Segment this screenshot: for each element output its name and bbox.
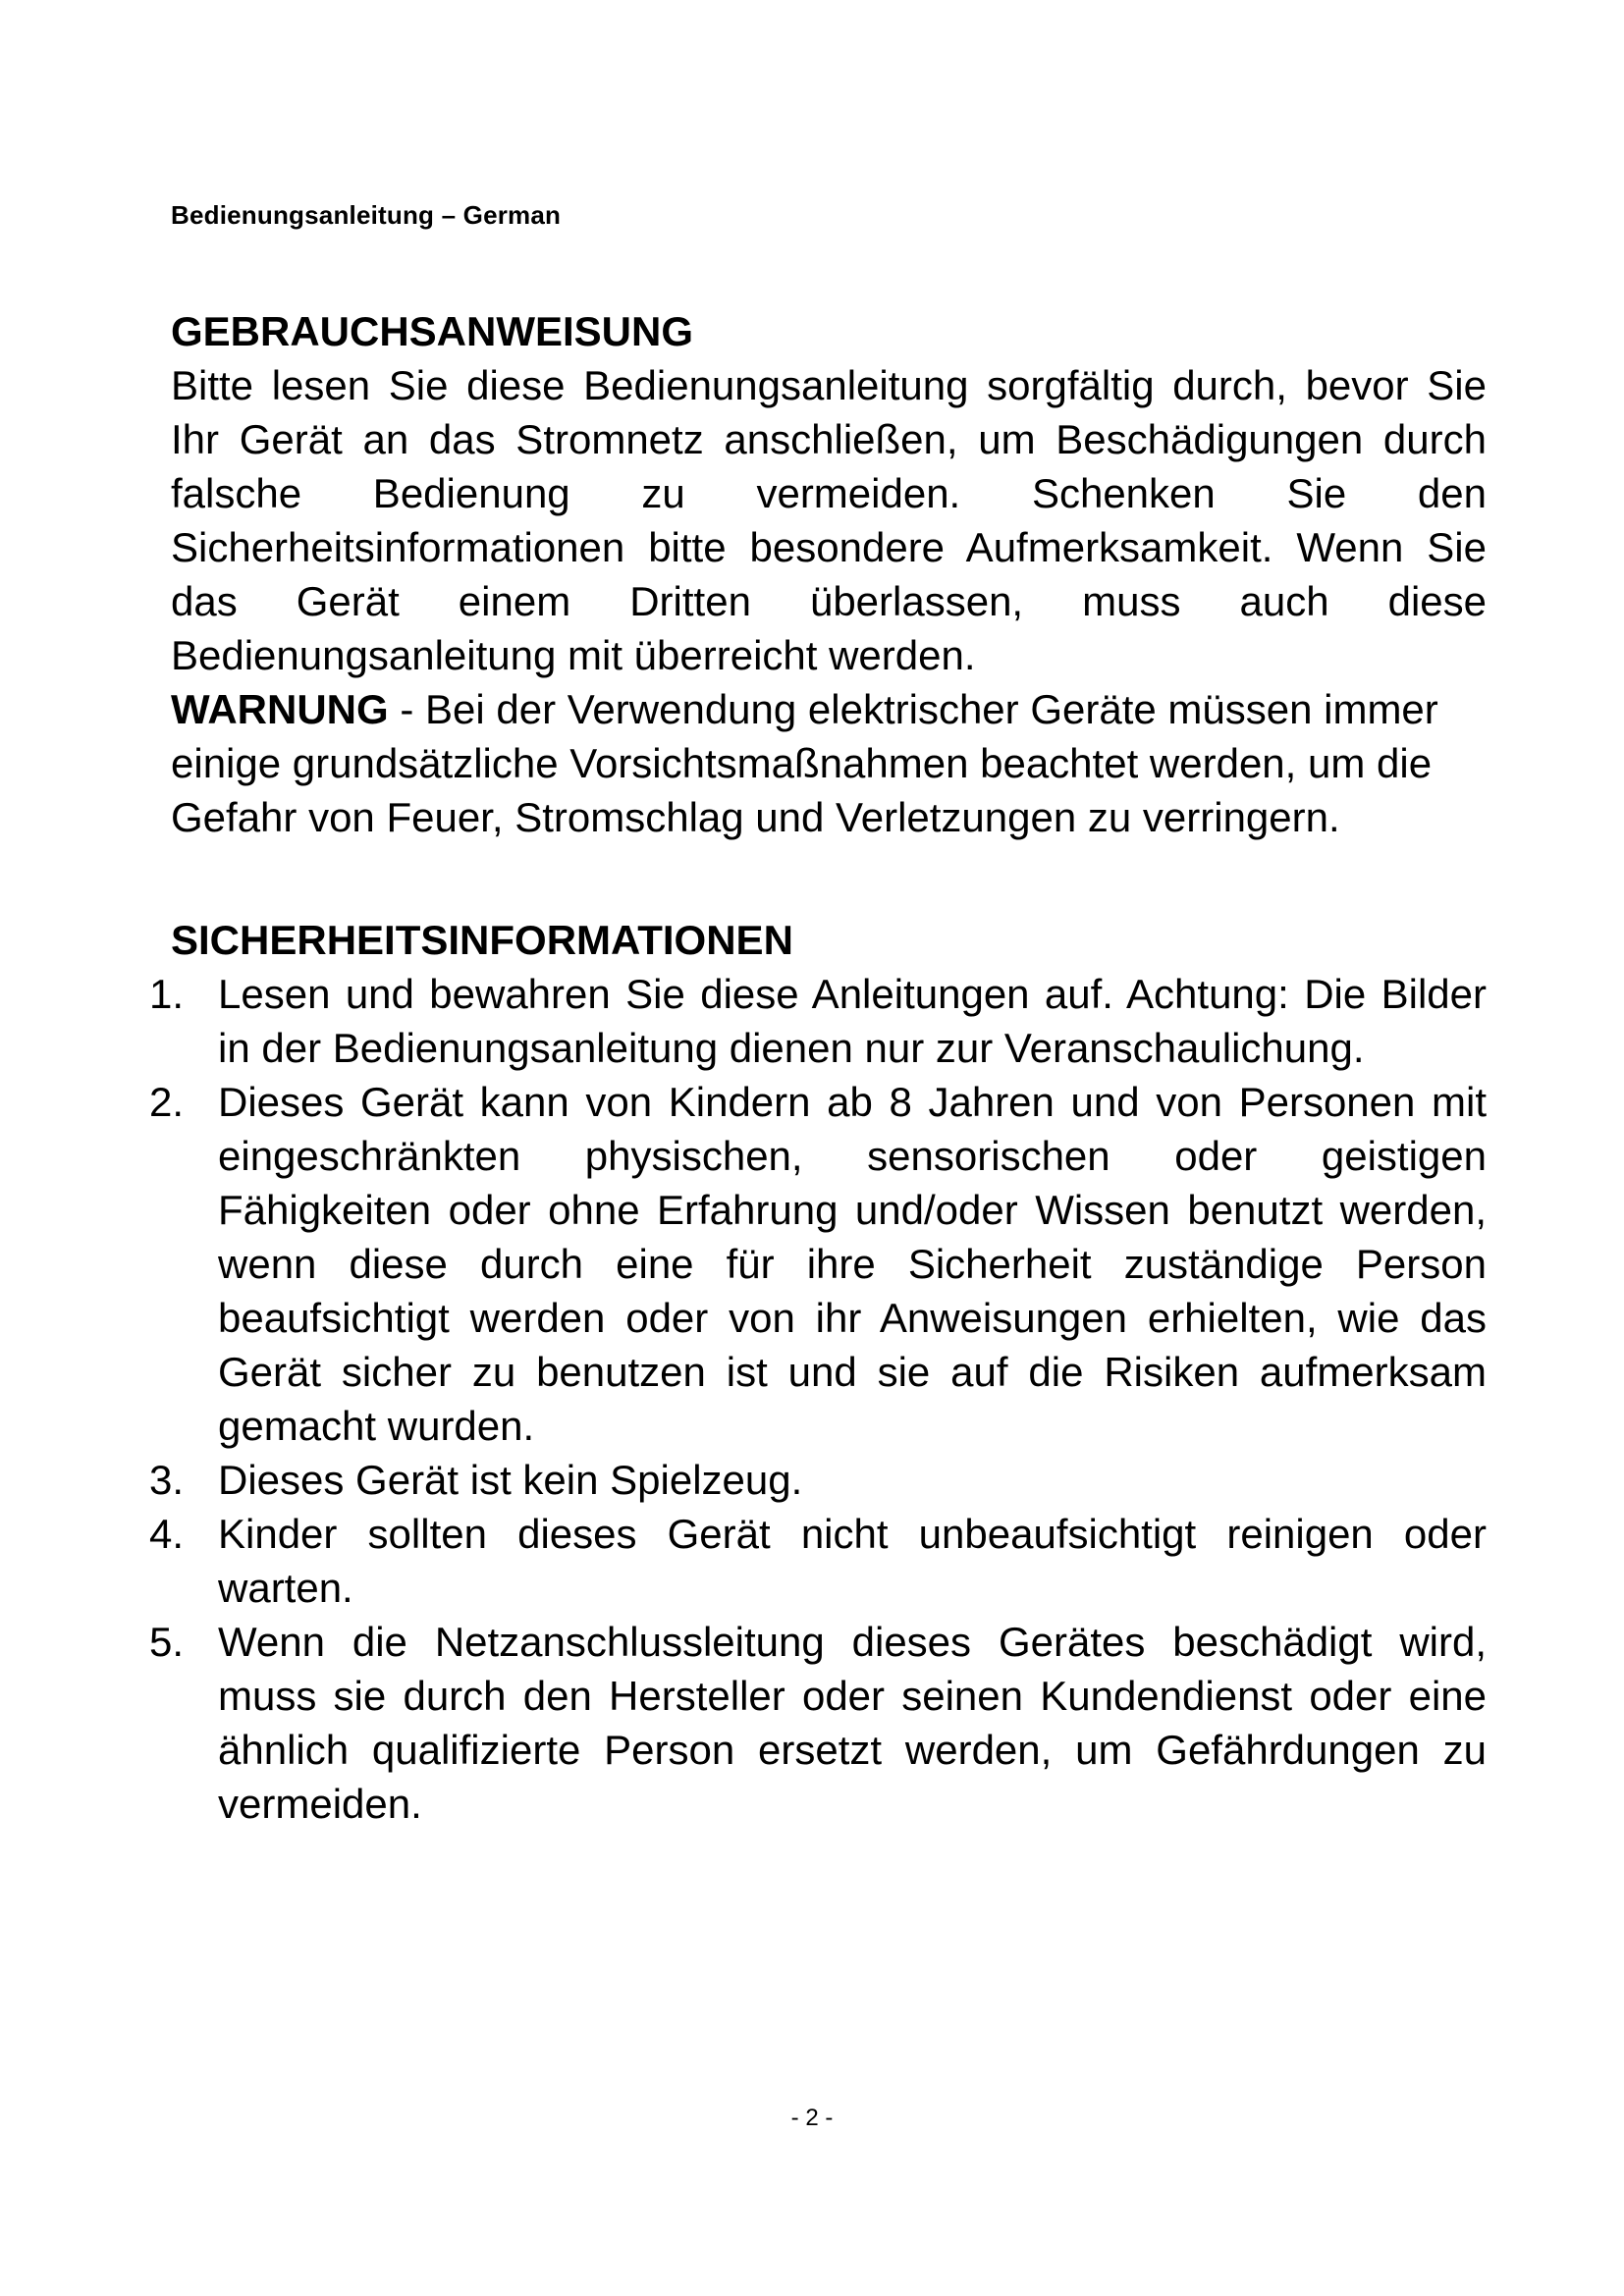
list-item: [149, 1453, 1487, 1507]
warning-text: - Bei der Verwendung elektrischer Geräte müssen immer einige grundsätzliche Vorsichtsmaßnahmen beachtet werden, um die Gefahr von Feuer, Stromschlag und Verletzungen zu verringern.: [171, 686, 1438, 840]
safety-list: [149, 967, 1487, 1831]
warning-label: WARNUNG: [171, 686, 389, 732]
list-item-number: 4.: [149, 1511, 185, 1557]
list-item-text: Wenn die Netzanschlussleitung dieses Gerätes beschädigt wird, muss sie durch den Hersteller oder seinen Kundendienst oder eine ähnlich qualifizierte Person ersetzt werden, um Gefährdungen zu vermeiden.: [218, 1619, 1487, 1827]
list-item-number: 1.: [149, 971, 185, 1017]
list-item: [149, 1615, 1487, 1831]
warning-paragraph: [171, 682, 1487, 844]
list-item-number: 5.: [149, 1619, 185, 1665]
section-title-safety: SICHERHEITSINFORMATIONEN: [171, 917, 793, 963]
list-item-text: Kinder sollten dieses Gerät nicht unbeaufsichtigt reinigen oder warten.: [218, 1511, 1487, 1611]
section-title-usage: GEBRAUCHSANWEISUNG: [171, 308, 694, 354]
list-item-text: Lesen und bewahren Sie diese Anleitungen auf. Achtung: Die Bilder in der Bedienungsanleitung dienen nur zur Veranschaulichung.: [218, 971, 1487, 1071]
list-item: [149, 1507, 1487, 1615]
page-number: - 2 -: [790, 2105, 834, 2131]
document-body: [149, 304, 1487, 1831]
list-item-number: 3.: [149, 1457, 185, 1503]
list-item-text: Dieses Gerät kann von Kindern ab 8 Jahren und von Personen mit eingeschränkten physischen, sensorischen oder geistigen Fähigkeiten oder ohne Erfahrung und/oder Wissen benutzt werden, wenn diese durch eine für ihre Sicherheit zuständige Person beaufsichtigt werden oder von ihr Anweisungen erhielten, wie das Gerät sicher zu benutzen ist und sie auf die Risiken aufmerksam gemacht wurden.: [218, 1079, 1487, 1449]
list-item: [149, 1075, 1487, 1453]
list-item-number: 2.: [149, 1079, 185, 1125]
intro-paragraph: Bitte lesen Sie diese Bedienungsanleitung sorgfältig durch, bevor Sie Ihr Gerät an das Stromnetz anschließen, um Beschädigungen durch falsche Bedienung zu vermeiden. Schenken Sie den Sicherheitsinformationen bitte besondere Aufmerksamkeit. Wenn Sie das Gerät einem Dritten überlassen, muss auch diese Bedienungsanleitung mit überreicht werden.: [171, 362, 1487, 678]
document-header: Bedienungsanleitung – German: [171, 200, 562, 230]
list-item-text: Dieses Gerät ist kein Spielzeug.: [218, 1457, 803, 1503]
list-item: [149, 967, 1487, 1075]
